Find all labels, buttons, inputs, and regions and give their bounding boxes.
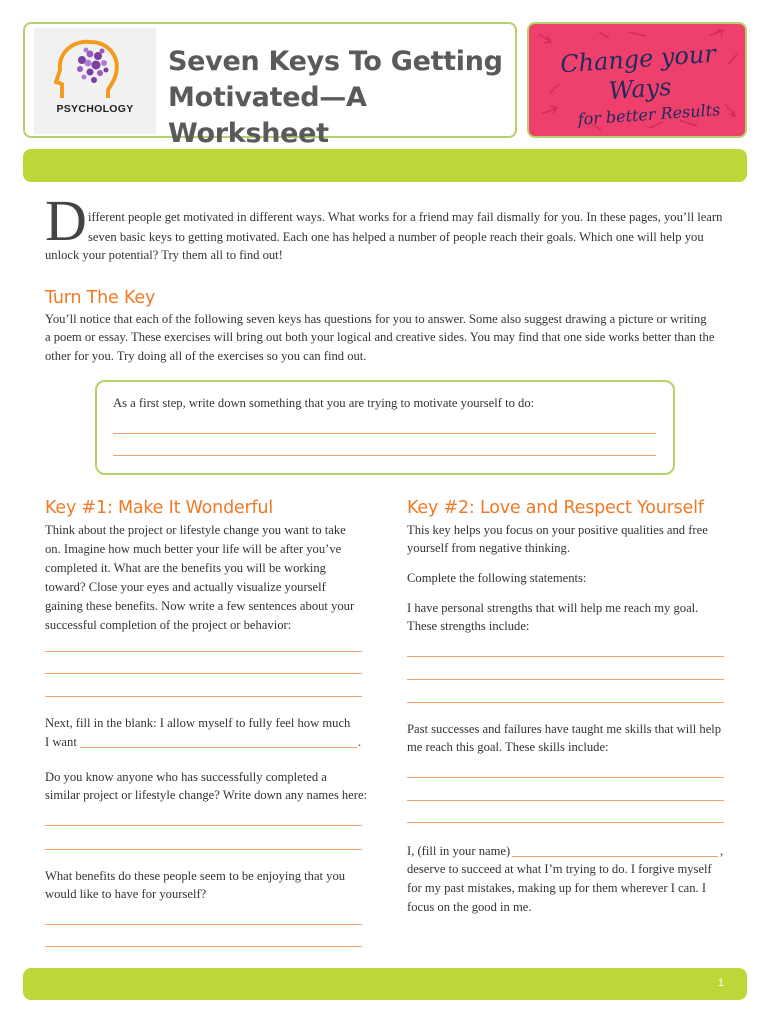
key1-fill-line-1: Next, fill in the blank: I allow myself to fully feel how much xyxy=(45,716,351,730)
first-step-prompt: As a first step, write down something that you are trying to motivate yourself to do: xyxy=(113,396,535,410)
key2-p2: Complete the following statements: xyxy=(407,571,587,585)
key2-p5-body xyxy=(407,860,742,917)
key2-strengths-line-2[interactable] xyxy=(407,679,724,680)
turn-line-1: You’ll notice that each of the following seven keys has questions for you to answer. Some also suggest drawing a picture or writing xyxy=(45,312,707,326)
key2-strengths-line-1[interactable] xyxy=(407,656,724,657)
banner-line-2: for better Results xyxy=(577,100,721,129)
key2-strengths-line-3[interactable] xyxy=(407,702,724,703)
key1-benefits-line-1[interactable] xyxy=(45,924,362,925)
key2-heading: Key #2: Love and Respect Yourself xyxy=(407,498,704,518)
key2-p3-line-1: I have personal strengths that will help me reach my goal. xyxy=(407,601,699,615)
key2-skills-line-2[interactable] xyxy=(407,800,724,801)
intro-line-2: seven basic keys to getting motivated. Each one has helped a number of people reach their goals. Which one will help you xyxy=(88,230,704,244)
key1-fill-blank[interactable] xyxy=(80,747,357,748)
key1-paragraph xyxy=(45,521,375,635)
key2-p4-line-1: Past successes and failures have taught me skills that will help xyxy=(407,722,722,736)
header-divider-bar xyxy=(23,149,747,182)
key2-p5-start: I, (fill in your name) xyxy=(407,844,511,858)
banner-image xyxy=(527,22,747,138)
turn-line-2: a poem or essay. These exercises will bring out both your logical and creative sides. You may find that one side works better than the xyxy=(45,330,715,344)
key1-p1-line: toward? Close your eyes and actually visualize yourself xyxy=(45,580,326,594)
first-step-line-1[interactable] xyxy=(113,433,656,434)
key1-names-line-1[interactable] xyxy=(45,825,362,826)
page-title xyxy=(168,44,513,152)
key2-p1-line-2: yourself from negative thinking. xyxy=(407,541,570,555)
key2-p5-line: deserve to succeed at what I’m trying to do. I forgive myself xyxy=(407,862,712,876)
key1-q3-line-1: What benefits do these people seem to be enjoying that you xyxy=(45,869,346,883)
key2-p5-line: focus on the good in me. xyxy=(407,900,532,914)
intro-line-1: ifferent people get motivated in different ways. What works for a friend may fail dismally for you. In these pages, you’ll learn xyxy=(88,210,723,224)
key2-p5-line: for my past mistakes, making up for them wherever I can. I xyxy=(407,881,707,895)
logo-tile xyxy=(34,28,156,134)
key1-p1-line: completed it. What are the benefits you will be working xyxy=(45,561,326,575)
key1-heading: Key #1: Make It Wonderful xyxy=(45,498,274,518)
key1-answer-line-3[interactable] xyxy=(45,696,362,697)
banner-line-1: Change your Ways xyxy=(559,39,717,106)
key1-p1-line: gaining these benefits. Now write a few sentences about your xyxy=(45,599,355,613)
key1-p1-line: on. Imagine how much better your life will be after you’ve xyxy=(45,542,342,556)
page-number: 1 xyxy=(717,977,724,989)
turn-line-3: other for you. Try doing all of the exercises so you can find out. xyxy=(45,349,367,363)
key1-p1-line: Think about the project or lifestyle change you want to take xyxy=(45,523,346,537)
key2-name-blank[interactable] xyxy=(512,856,718,857)
first-step-line-2[interactable] xyxy=(113,455,656,456)
title-line-1: Seven Keys To Getting xyxy=(168,46,503,77)
key1-q2-line-1: Do you know anyone who has successfully completed a xyxy=(45,770,327,784)
banner-text xyxy=(539,39,739,129)
title-line-2: Motivated—A Worksheet xyxy=(168,82,367,149)
key2-p4-line-2: me reach this goal. These skills include: xyxy=(407,740,609,754)
footer-bar xyxy=(23,968,747,1000)
key1-p1-line: successful completion of the project or behavior: xyxy=(45,618,292,632)
key2-p5-end: , xyxy=(720,844,724,858)
key1-fill-line-2: I want xyxy=(45,735,77,749)
key1-q3-line-2: would like to have for yourself? xyxy=(45,887,207,901)
key1-answer-line-2[interactable] xyxy=(45,673,362,674)
key2-p3-line-2: These strengths include: xyxy=(407,619,530,633)
key1-q2-line-2: similar project or lifestyle change? Write down any names here: xyxy=(45,788,368,802)
key1-names-line-2[interactable] xyxy=(45,849,362,850)
key2-skills-line-3[interactable] xyxy=(407,822,724,823)
turn-the-key-heading: Turn The Key xyxy=(45,288,156,308)
key2-skills-line-1[interactable] xyxy=(407,777,724,778)
logo-label: PSYCHOLOGY xyxy=(56,103,134,115)
drop-cap: D xyxy=(45,188,87,253)
intro-line-3: unlock your potential? Try them all to find out! xyxy=(45,248,283,262)
key1-fill-end: . xyxy=(358,735,362,749)
key2-p1-line-1: This key helps you focus on your positive qualities and free xyxy=(407,523,708,537)
psychology-head-icon xyxy=(34,30,156,110)
key1-benefits-line-2[interactable] xyxy=(45,946,362,947)
key1-answer-line-1[interactable] xyxy=(45,651,362,652)
